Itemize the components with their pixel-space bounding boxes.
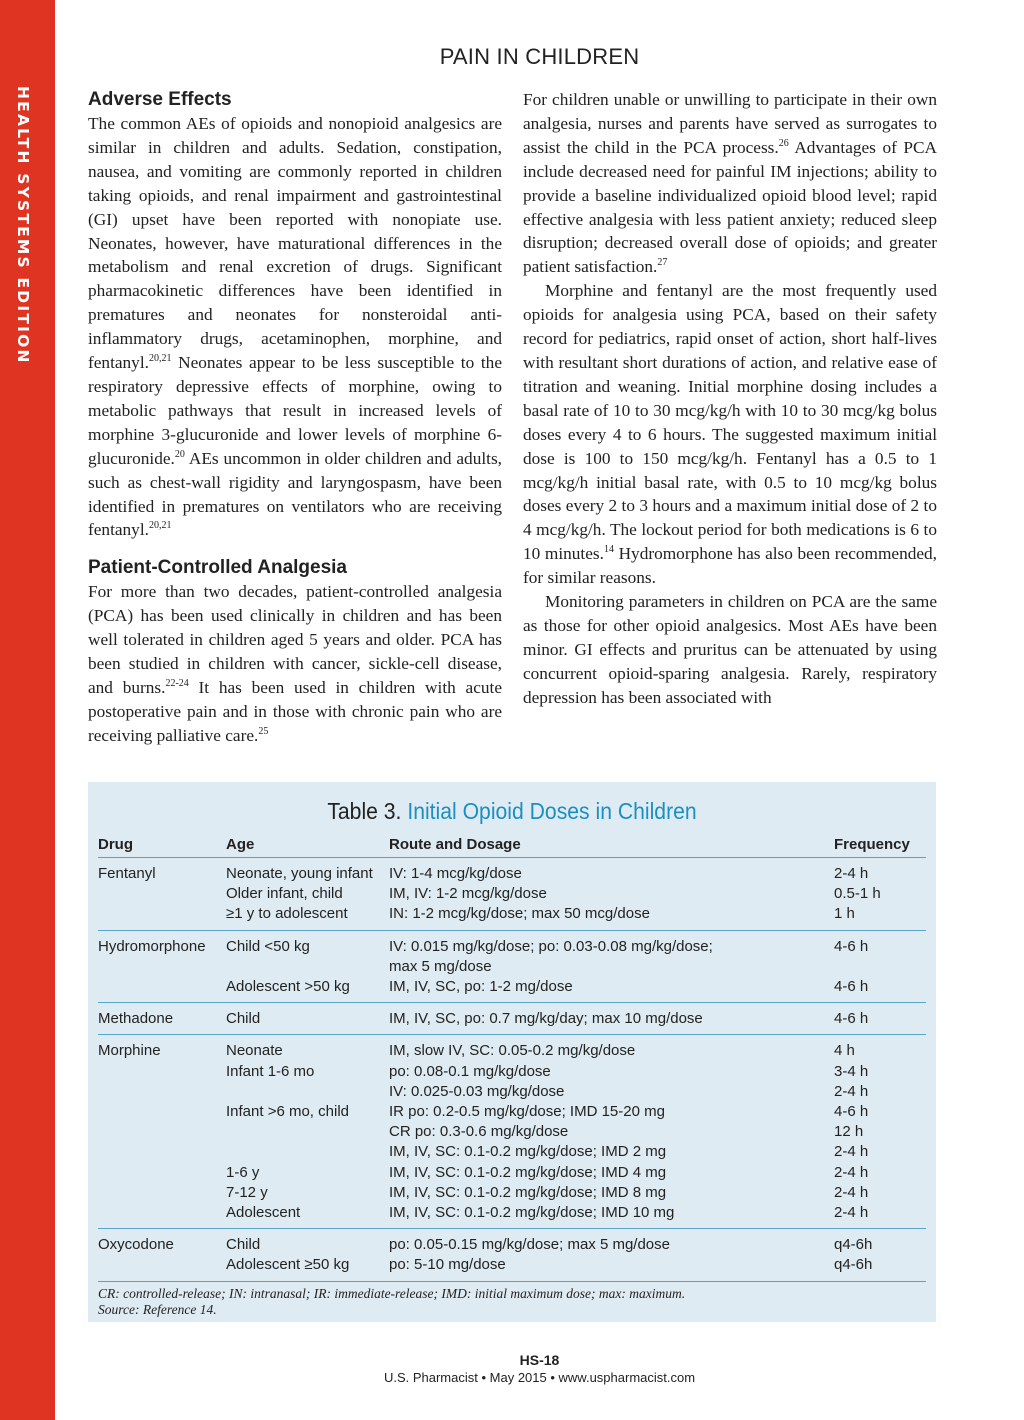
frequency-cell	[834, 930, 926, 1003]
col-header-frequency: Frequency	[834, 831, 926, 858]
cell-line: Neonate, young infant	[226, 865, 373, 882]
abbreviations-note: CR: controlled-release; IN: intranasal; IR: immediate-release; IMD: initial maximum dose; max: maximum.	[98, 1285, 686, 1301]
citation: 14	[603, 544, 614, 556]
cell-line: 1 h	[834, 905, 855, 923]
cell-line: 3-4 h	[834, 1062, 869, 1080]
cell-line: Oxycodone	[98, 1236, 174, 1254]
citation: 20,21	[148, 353, 172, 365]
cell-line: IM, IV, SC: 0.1-0.2 mg/kg/dose; IMD 10 mg	[389, 1204, 675, 1222]
route-cell	[389, 858, 834, 931]
citation: 20	[174, 448, 185, 460]
text-run: Hydromorphone has also been recommended, for similar reasons.	[523, 544, 937, 588]
source-note: Source: Reference 14.	[98, 1301, 217, 1317]
running-head: PAIN IN CHILDREN	[439, 44, 640, 69]
col-header-age: Age	[226, 831, 389, 858]
table-row	[98, 1003, 926, 1035]
citation: 27	[657, 257, 668, 269]
text-run: AEs uncommon in older children and adults, such as chest-wall rigidity and laryngospasm, have been identified in prematures on ventilators who are receiving fentanyl.	[88, 448, 502, 540]
cell-line: Child	[226, 1010, 261, 1028]
right-column	[523, 88, 937, 710]
cell-line: Neonate	[226, 1042, 283, 1060]
table-title	[131, 798, 893, 825]
cell-line: IM, IV: 1-2 mcg/kg/dose	[389, 885, 547, 903]
text-run: The common AEs of opioids and nonopioid analgesics are similar in children and adults. Sedation, constipation, nausea, and vomiting are commonly reported in children taking opioids, and renal impairment and gastrointestinal (GI) upset have been reported with nonopiate use. Neonates, however, have maturational differences in the metabolism and renal excretion of drugs. Significant pharmacokinetic differences have been identified in prematures and neonates for nonsteroidal anti-inflammatory drugs, acetaminophen, morphine, and fentanyl.	[88, 114, 502, 373]
route-cell	[389, 1229, 834, 1281]
cell-line: 2-4 h	[834, 1143, 869, 1161]
cell-line: IN: 1-2 mcg/kg/dose; max 50 mcg/dose	[389, 905, 650, 923]
frequency-cell	[834, 1003, 926, 1035]
cell-line: IM, IV, SC, po: 1-2 mg/dose	[389, 978, 573, 996]
drug-cell	[98, 1229, 226, 1281]
age-cell	[226, 930, 389, 1003]
cell-line: po: 0.05-0.15 mg/kg/dose; max 5 mg/dose	[389, 1236, 670, 1254]
page-number: HS-18	[519, 1352, 560, 1368]
cell-line: ≥1 y to adolescent	[226, 905, 348, 923]
table-footnote	[98, 1286, 926, 1318]
drug-group	[98, 1003, 926, 1035]
cell-line: Older infant, child	[226, 885, 343, 903]
surrogate-paragraph	[523, 88, 937, 279]
cell-line: Infant 1-6 mo	[226, 1062, 315, 1080]
pca-paragraph	[88, 580, 502, 747]
route-cell	[389, 1035, 834, 1229]
cell-line: 4-6 h	[834, 1103, 869, 1121]
cell-line: 2-4 h	[834, 1082, 869, 1100]
cell-line: 7-12 y	[226, 1183, 268, 1201]
dose-table-box	[88, 782, 936, 1322]
frequency-cell	[834, 1229, 926, 1281]
table-header-row	[98, 831, 926, 858]
text-run: For more than two decades, patient-controlled analgesia (PCA) has been used clinically in children and has been well tolerated in children aged 5 years and older. PCA has been studied in children with cancer, sickle-cell disease, and burns.	[88, 582, 502, 697]
citation: 20,21	[148, 520, 172, 532]
frequency-cell	[834, 1035, 926, 1229]
age-cell	[226, 1003, 389, 1035]
cell-line: max 5 mg/dose	[389, 957, 492, 975]
text-run: Morphine and fentanyl are the most frequently used opioids for analgesia using PCA, based on their safety record for pediatrics, rapid onset of action, short half-lives with resultant short durations of action, and relative ease of titration and weaning. Initial morphine dosing includes a basal rate of 10 to 30 mcg/kg/h with 10 to 30 mcg/kg bolus doses every 4 to 6 hours. The suggested maximum initial dose is 100 to 150 mcg/kg/h. Fentanyl has a 0.5 to 1 mcg/kg/h initial basal rate, with 0.5 to 10 mcg/kg bolus doses every 2 to 3 hours and a maximum initial dose of 2 to 4 mcg/kg/h. The lockout period for both medications is 6 to 10 minutes.	[523, 281, 937, 564]
route-cell	[389, 1003, 834, 1035]
frequency-cell	[834, 858, 926, 931]
drug-group	[98, 858, 926, 931]
dose-table	[98, 831, 926, 1282]
drug-cell	[98, 930, 226, 1003]
cell-line: po: 0.08-0.1 mg/kg/dose	[389, 1062, 551, 1080]
cell-line: Adolescent >50 kg	[226, 978, 350, 996]
table-number: Table 3.	[327, 798, 402, 824]
cell-line: Methadone	[98, 1010, 174, 1028]
cell-line: Child <50 kg	[226, 937, 310, 955]
text-run: Neonates appear to be less susceptible to the respiratory depressive effects of morphine, owing to metabolic pathways that result in increased levels of morphine 3-glucuronide and lower levels of morphine 6-glucuronide.	[88, 353, 502, 468]
cell-line: IM, IV, SC: 0.1-0.2 mg/kg/dose; IMD 2 mg	[389, 1143, 667, 1161]
route-cell	[389, 930, 834, 1003]
cell-line	[226, 957, 389, 977]
sidebar-band	[0, 0, 55, 1420]
cell-line: IM, IV, SC, po: 0.7 mg/kg/day; max 10 mg/dose	[389, 1010, 703, 1028]
drug-cell	[98, 858, 226, 931]
cell-line: IM, IV, SC: 0.1-0.2 mg/kg/dose; IMD 8 mg	[389, 1183, 667, 1201]
citation: 22-24	[165, 678, 189, 690]
cell-line: Morphine	[98, 1042, 161, 1060]
cell-line: CR po: 0.3-0.6 mg/kg/dose	[389, 1123, 569, 1141]
text-run: Advantages of PCA include decreased need for painful IM injections; ability to provide a baseline individualized opioid blood level; rapid effective analgesia with less patient anxiety; reduced sleep disruption; decreased overall dose of opioids; and greater patient satisfaction.	[523, 137, 937, 277]
cell-line: 1-6 y	[226, 1163, 260, 1181]
col-header-drug: Drug	[98, 831, 226, 858]
text-run: It has been used in children with acute postoperative pain and in those with chronic pain who are receiving palliative care.	[88, 677, 502, 745]
drug-cell	[98, 1035, 226, 1229]
cell-line: Fentanyl	[98, 865, 156, 882]
publication-line: U.S. Pharmacist • May 2015 • www.uspharmacist.com	[383, 1370, 696, 1385]
cell-line: IV: 0.025-0.03 mg/kg/dose	[389, 1082, 565, 1100]
cell-line: Adolescent ≥50 kg	[226, 1256, 350, 1274]
cell-line: 4 h	[834, 1042, 855, 1060]
cell-line: IV: 0.015 mg/kg/dose; po: 0.03-0.08 mg/kg/dose;	[389, 937, 713, 955]
monitoring-paragraph: Monitoring parameters in children on PCA are the same as those for other opioid analgesics. Most AEs have been minor. GI effects and pruritus can be attenuated by using concurrent opioid-sparing analgesia. Rarely, respiratory depression has been associated with	[523, 592, 937, 707]
cell-line: Hydromorphone	[98, 937, 206, 955]
cell-line: q4-6h	[834, 1256, 873, 1274]
cell-line	[226, 1142, 389, 1162]
text-run: For children unable or unwilling to participate in their own analgesia, nurses and parents have served as surrogates to assist the child in the PCA process.	[523, 90, 937, 157]
table-row	[98, 1229, 926, 1281]
drug-group	[98, 1229, 926, 1281]
cell-line: IR po: 0.2-0.5 mg/kg/dose; IMD 15-20 mg	[389, 1103, 665, 1121]
adverse-effects-paragraph	[88, 112, 502, 542]
dosing-paragraph	[523, 279, 937, 590]
edition-label: HEALTH SYSTEMS EDITION	[14, 86, 32, 365]
table-title-text: Initial Opioid Doses in Children	[407, 798, 697, 824]
cell-line: IV: 1-4 mcg/kg/dose	[389, 865, 522, 882]
cell-line	[226, 1122, 389, 1142]
col-header-route: Route and Dosage	[389, 831, 834, 858]
age-cell	[226, 1229, 389, 1281]
pca-heading: Patient-Controlled Analgesia	[88, 557, 347, 579]
cell-line: 12 h	[834, 1123, 864, 1141]
left-column	[88, 88, 502, 748]
drug-group	[98, 1035, 926, 1229]
cell-line	[834, 957, 926, 977]
cell-line: 0.5-1 h	[834, 885, 881, 903]
adverse-effects-heading: Adverse Effects	[88, 89, 232, 110]
age-cell	[226, 858, 389, 931]
cell-line: Adolescent	[226, 1204, 301, 1222]
cell-line: 2-4 h	[834, 1183, 869, 1201]
table-row	[98, 930, 926, 1003]
table-row	[98, 1035, 926, 1229]
cell-line: 4-6 h	[834, 978, 869, 996]
page-footer	[55, 1352, 1024, 1385]
cell-line: IM, IV, SC: 0.1-0.2 mg/kg/dose; IMD 4 mg	[389, 1163, 667, 1181]
citation: 26	[778, 138, 789, 150]
drug-cell	[98, 1003, 226, 1035]
table-row	[98, 858, 926, 931]
cell-line	[226, 1082, 389, 1102]
cell-line: IM, slow IV, SC: 0.05-0.2 mg/kg/dose	[389, 1042, 636, 1060]
age-cell	[226, 1035, 389, 1229]
cell-line: 4-6 h	[834, 937, 869, 955]
citation: 25	[258, 725, 269, 737]
cell-line: Infant >6 mo, child	[226, 1103, 349, 1121]
cell-line: po: 5-10 mg/dose	[389, 1256, 506, 1274]
drug-group	[98, 930, 926, 1003]
cell-line: Child	[226, 1236, 261, 1254]
cell-line: 2-4 h	[834, 1204, 869, 1222]
cell-line: 2-4 h	[834, 865, 869, 882]
cell-line: 4-6 h	[834, 1010, 869, 1028]
cell-line: 2-4 h	[834, 1163, 869, 1181]
cell-line: q4-6h	[834, 1236, 873, 1254]
